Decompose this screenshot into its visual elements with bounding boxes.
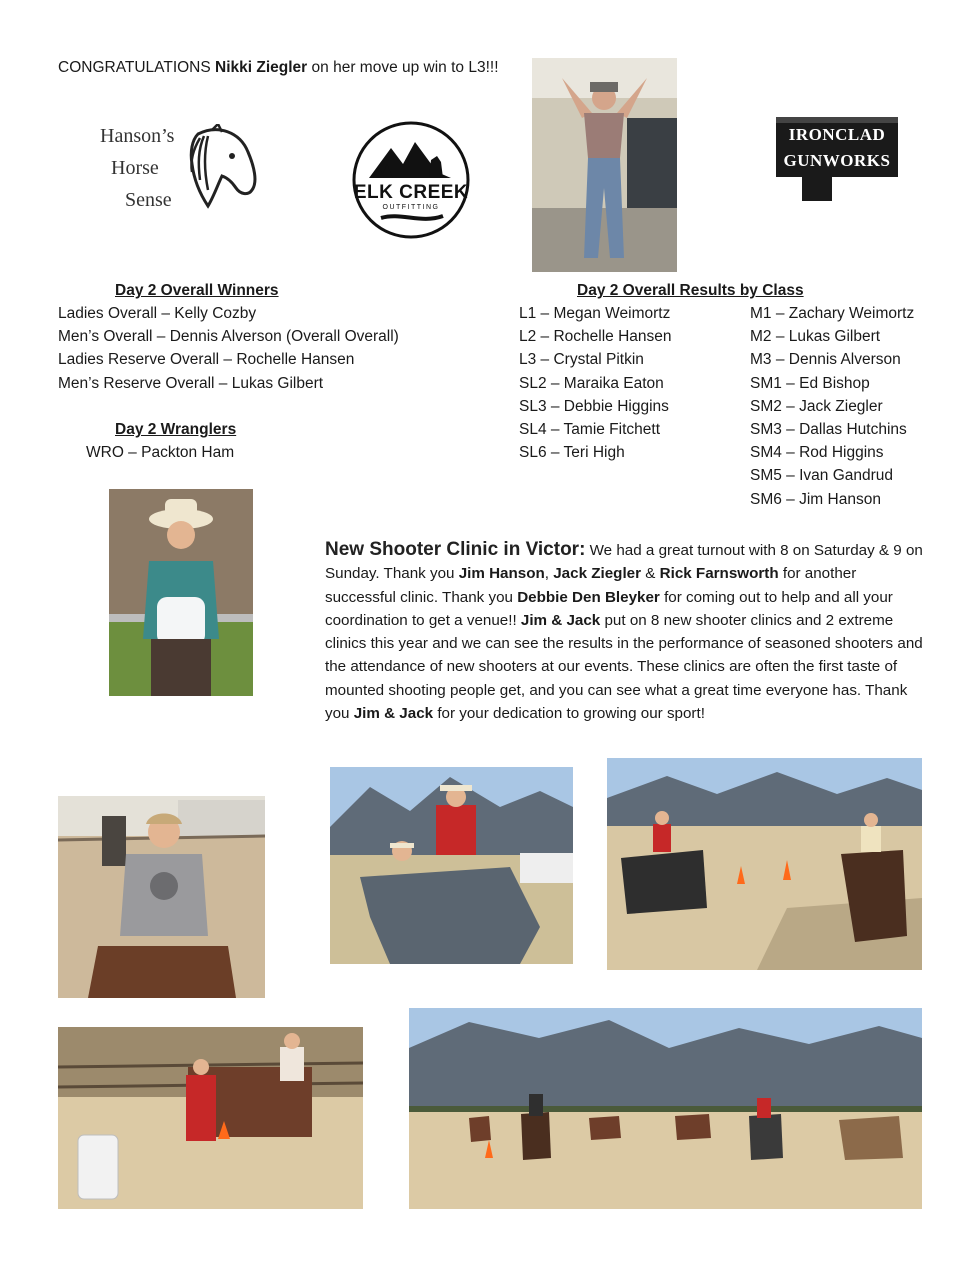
congratulations-line: CONGRATULATIONS Nikki Ziegler on her move up win to L3!!!: [58, 59, 499, 76]
list-item: M1 – Zachary Weimortz: [750, 305, 915, 322]
list-item: SM3 – Dallas Hutchins: [750, 421, 907, 439]
photo-group-riders-panorama: [409, 1008, 922, 1209]
list-item: SM2 – Jack Ziegler: [750, 397, 883, 415]
clinic-title: New Shooter Clinic in Victor:: [325, 539, 586, 560]
wranglers-list: [86, 441, 234, 464]
horse-head-icon: [178, 124, 264, 210]
photo-instructor-roan-horse: [330, 767, 573, 964]
ironclad-gunworks-logo: IRONCLAD GUNWORKS: [772, 115, 902, 205]
list-item: SM6 – Jim Hanson: [750, 490, 881, 508]
list-item: Men’s Overall – Dennis Alverson (Overall Overall): [58, 328, 399, 346]
list-item: Ladies Overall – Kelly Cozby: [58, 305, 257, 322]
photo-two-riders-arena: [607, 758, 922, 970]
list-item: WRO – Packton Ham: [86, 444, 235, 461]
clinic-paragraph: New Shooter Clinic in Victor: We had a great turnout with 8 on Saturday & 9 on Sunday. Thank you Jim Hanson, Jack Ziegler & Rick Farnsworth for another successful clinic. Thank you Debbie Den Bleyker for coming out to help and all your coordination to get a venue!! Jim & Jack put on 8 new shooter clinics and 2 extreme clinics this year and we can see the results in the performance of seasoned shooters and the attendance of new shooters at our events. These clinics are often the first taste of mounted shooting people get, and you can see what a great time everyone has. Thank you Jim & Jack for your dedication to growing our sport!: [325, 539, 923, 723]
winner-name: Nikki Ziegler: [215, 59, 308, 76]
list-item: SM5 – Ivan Gandrud: [750, 467, 894, 485]
men-results-list: [750, 302, 914, 511]
list-item: SL6 – Teri High: [519, 444, 625, 462]
list-item: SM4 – Rod Higgins: [750, 444, 884, 462]
overall-winners-list: [58, 302, 399, 395]
wranglers-heading: Day 2 Wranglers: [115, 421, 237, 438]
photo-wrangler-boy: [109, 489, 253, 696]
list-item: Men’s Reserve Overall – Lukas Gilbert: [58, 374, 324, 392]
elk-creek-outfitting-logo: ELK CREEK OUTFITTING: [351, 120, 471, 240]
list-item: L2 – Rochelle Hansen: [519, 328, 672, 346]
photo-instructor-barrel: [58, 1027, 363, 1209]
list-item: Ladies Reserve Overall – Rochelle Hansen: [58, 351, 355, 369]
ladies-results-list: [519, 302, 672, 464]
list-item: M2 – Lukas Gilbert: [750, 328, 881, 346]
photo-nikki-ziegler: [532, 58, 677, 272]
results-by-class-heading: Day 2 Overall Results by Class: [577, 282, 804, 299]
list-item: SM1 – Ed Bishop: [750, 374, 870, 392]
photo-smiling-rider: [58, 796, 265, 998]
list-item: SL4 – Tamie Fitchett: [519, 421, 661, 439]
overall-winners-heading: Day 2 Overall Winners: [115, 282, 279, 299]
list-item: L3 – Crystal Pitkin: [519, 351, 644, 369]
list-item: M3 – Dennis Alverson: [750, 351, 901, 369]
list-item: L1 – Megan Weimortz: [519, 305, 671, 322]
hansons-horse-sense-logo: Hanson’s Horse Sense: [100, 120, 270, 220]
list-item: SL2 – Maraika Eaton: [519, 374, 664, 392]
list-item: SL3 – Debbie Higgins: [519, 397, 669, 415]
